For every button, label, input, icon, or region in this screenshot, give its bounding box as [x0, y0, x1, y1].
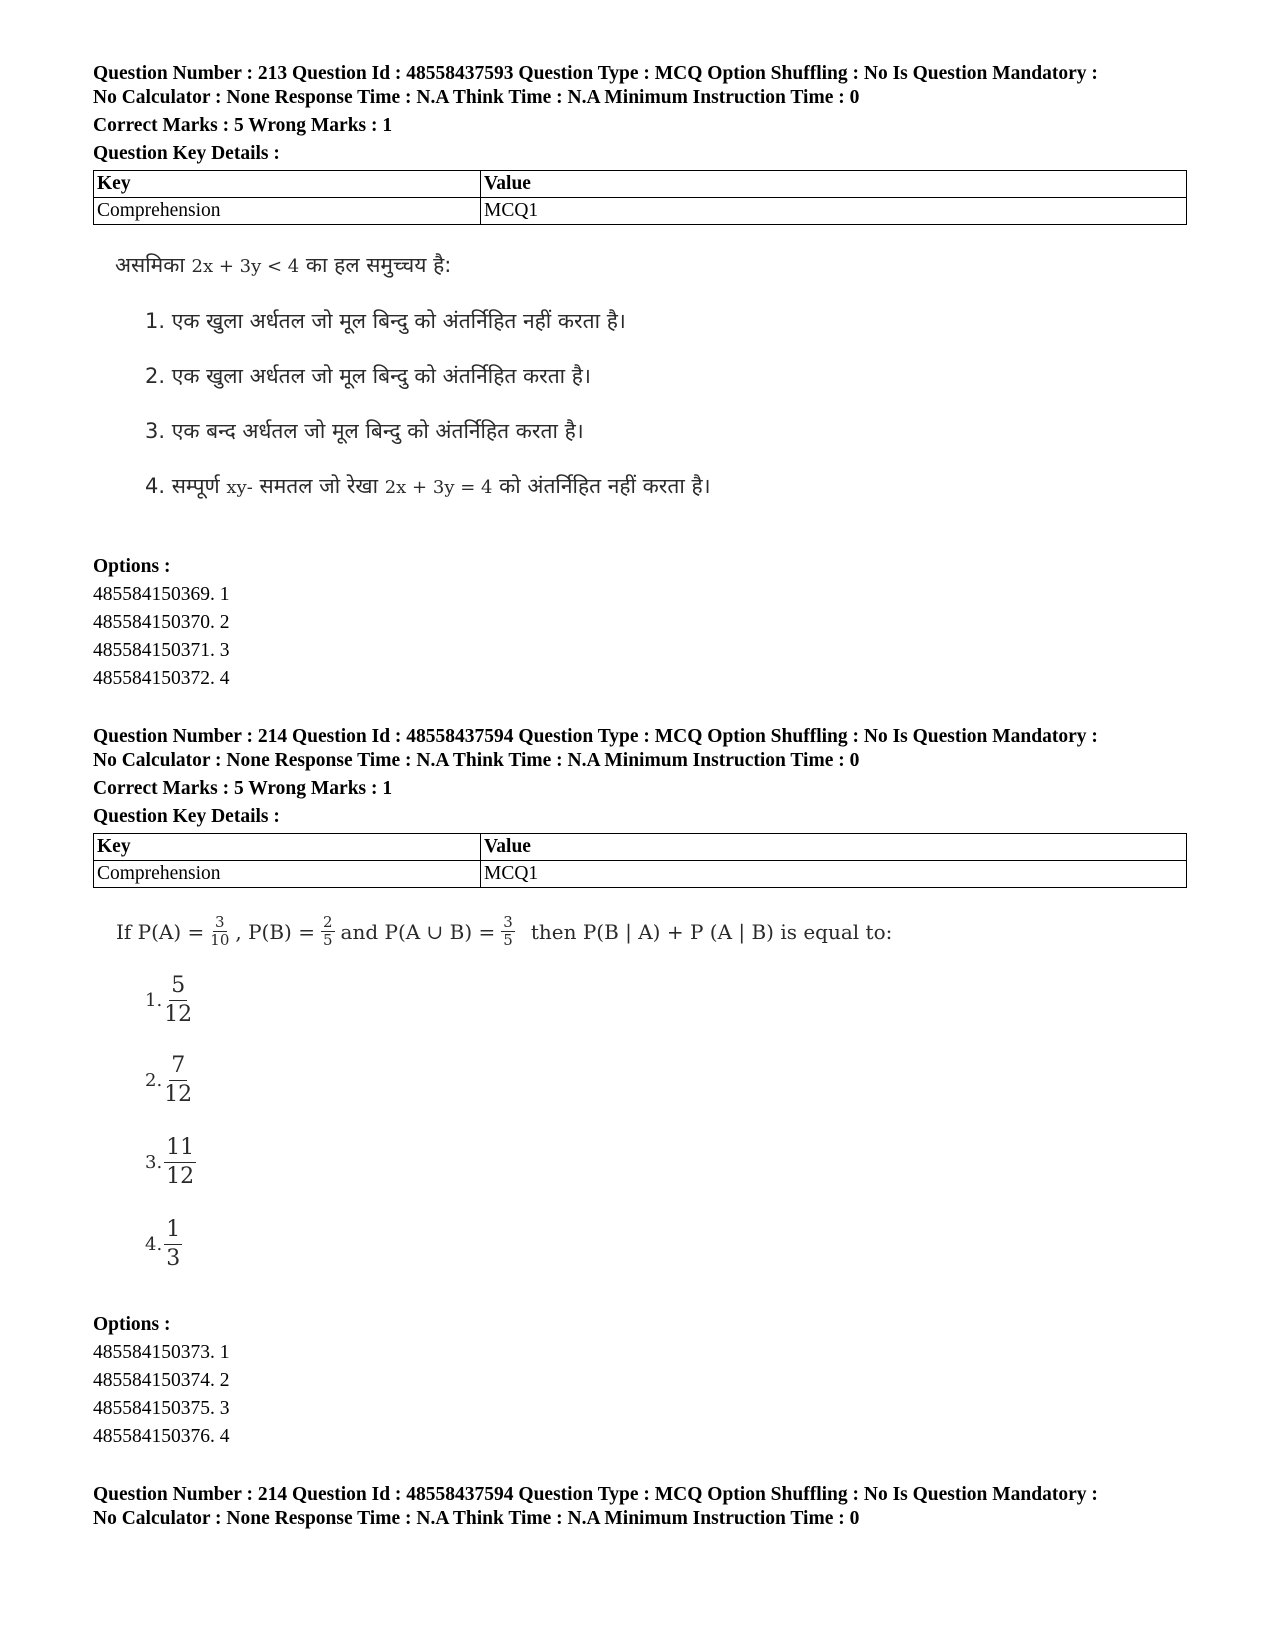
question-marks: Correct Marks : 5 Wrong Marks : 1: [93, 778, 393, 799]
table-cell-key: Comprehension: [94, 861, 481, 888]
table-row: [94, 198, 1187, 225]
choice-3: 3. $\frac{11}{12}$: [145, 1135, 195, 1189]
fraction: $\frac{3}{5}$: [503, 913, 513, 949]
question-meta-line2: No Calculator : None Response Time : N.A Think Time : N.A Minimum Instruction Time : 0: [93, 750, 860, 771]
document-page: [93, 62, 1185, 1531]
fraction: $\frac{7}{12}$: [164, 1053, 193, 1107]
options-label: Options :: [93, 1314, 171, 1335]
option-item: 485584150376. 4: [93, 1426, 230, 1447]
question-stem: If P(A) = $\frac{3}{10}$ , P(B) = $\frac{2}{5}$ and P(A ∪ B) = $\frac{3}{5}$ then P(B | A) + P (A | B) is equal to:: [116, 913, 893, 949]
table-cell-value: MCQ1: [481, 198, 1187, 225]
question-meta-line2: No Calculator : None Response Time : N.A Think Time : N.A Minimum Instruction Time : 0: [93, 1508, 860, 1529]
key-details-table: [93, 170, 1187, 225]
option-item: 485584150374. 2: [93, 1370, 230, 1391]
table-header-row: [94, 171, 1187, 198]
question-image-213: [93, 229, 1185, 549]
option-item: 485584150370. 2: [93, 612, 230, 633]
key-details-label: Question Key Details :: [93, 806, 280, 827]
question-meta-line1: Question Number : 213 Question Id : 48558437593 Question Type : MCQ Option Shuffling : No Is Question Mandatory :: [93, 63, 1098, 84]
option-item: 485584150375. 3: [93, 1398, 230, 1419]
question-meta-line1: Question Number : 214 Question Id : 48558437594 Question Type : MCQ Option Shuffling : No Is Question Mandatory :: [93, 1484, 1098, 1505]
option-item: 485584150373. 1: [93, 1342, 230, 1363]
table-cell-value: MCQ1: [481, 861, 1187, 888]
choice-2: 2. $\frac{7}{12}$: [145, 1053, 193, 1107]
question-214-continued: [93, 1483, 1185, 1531]
table-cell-key: Comprehension: [94, 198, 481, 225]
table-header-value: Value: [481, 834, 1187, 861]
table-header-value: Value: [481, 171, 1187, 198]
table-header-key: Key: [94, 834, 481, 861]
question-213: [93, 62, 1185, 691]
fraction: $\frac{1}{3}$: [166, 1217, 181, 1271]
option-item: 485584150371. 3: [93, 640, 230, 661]
question-image-214: [93, 892, 1185, 1307]
options-label: Options :: [93, 556, 171, 577]
choice-1: 1. एक खुला अर्धतल जो मूल बिन्दु को अंतर्निहित नहीं करता है।: [145, 309, 626, 333]
question-214: [93, 725, 1185, 1449]
table-row: [94, 861, 1187, 888]
table-header-key: Key: [94, 171, 481, 198]
fraction: $\frac{3}{10}$: [210, 913, 230, 949]
question-stem: असमिका 2x + 3y < 4 का हल समुच्चय है:: [115, 253, 452, 277]
choice-1: 1. $\frac{5}{12}$: [145, 973, 193, 1027]
table-header-row: [94, 834, 1187, 861]
choice-2: 2. एक खुला अर्धतल जो मूल बिन्दु को अंतर्निहित करता है।: [145, 364, 591, 388]
fraction: $\frac{11}{12}$: [166, 1135, 195, 1189]
question-meta-line1: Question Number : 214 Question Id : 48558437594 Question Type : MCQ Option Shuffling : No Is Question Mandatory :: [93, 726, 1098, 747]
question-marks: Correct Marks : 5 Wrong Marks : 1: [93, 115, 393, 136]
fraction: $\frac{5}{12}$: [164, 973, 193, 1027]
fraction: $\frac{2}{5}$: [322, 913, 333, 949]
choice-3: 3. एक बन्द अर्धतल जो मूल बिन्दु को अंतर्निहित करता है।: [145, 419, 584, 443]
option-item: 485584150369. 1: [93, 584, 230, 605]
choice-4: 4. $\frac{1}{3}$: [145, 1217, 181, 1271]
choice-4: 4. सम्पूर्ण xy- समतल जो रेखा 2x + 3y = 4 को अंतर्निहित नहीं करता है।: [145, 474, 711, 498]
key-details-table: [93, 833, 1187, 888]
question-meta-line2: No Calculator : None Response Time : N.A Think Time : N.A Minimum Instruction Time : 0: [93, 87, 860, 108]
option-item: 485584150372. 4: [93, 668, 230, 689]
key-details-label: Question Key Details :: [93, 143, 280, 164]
